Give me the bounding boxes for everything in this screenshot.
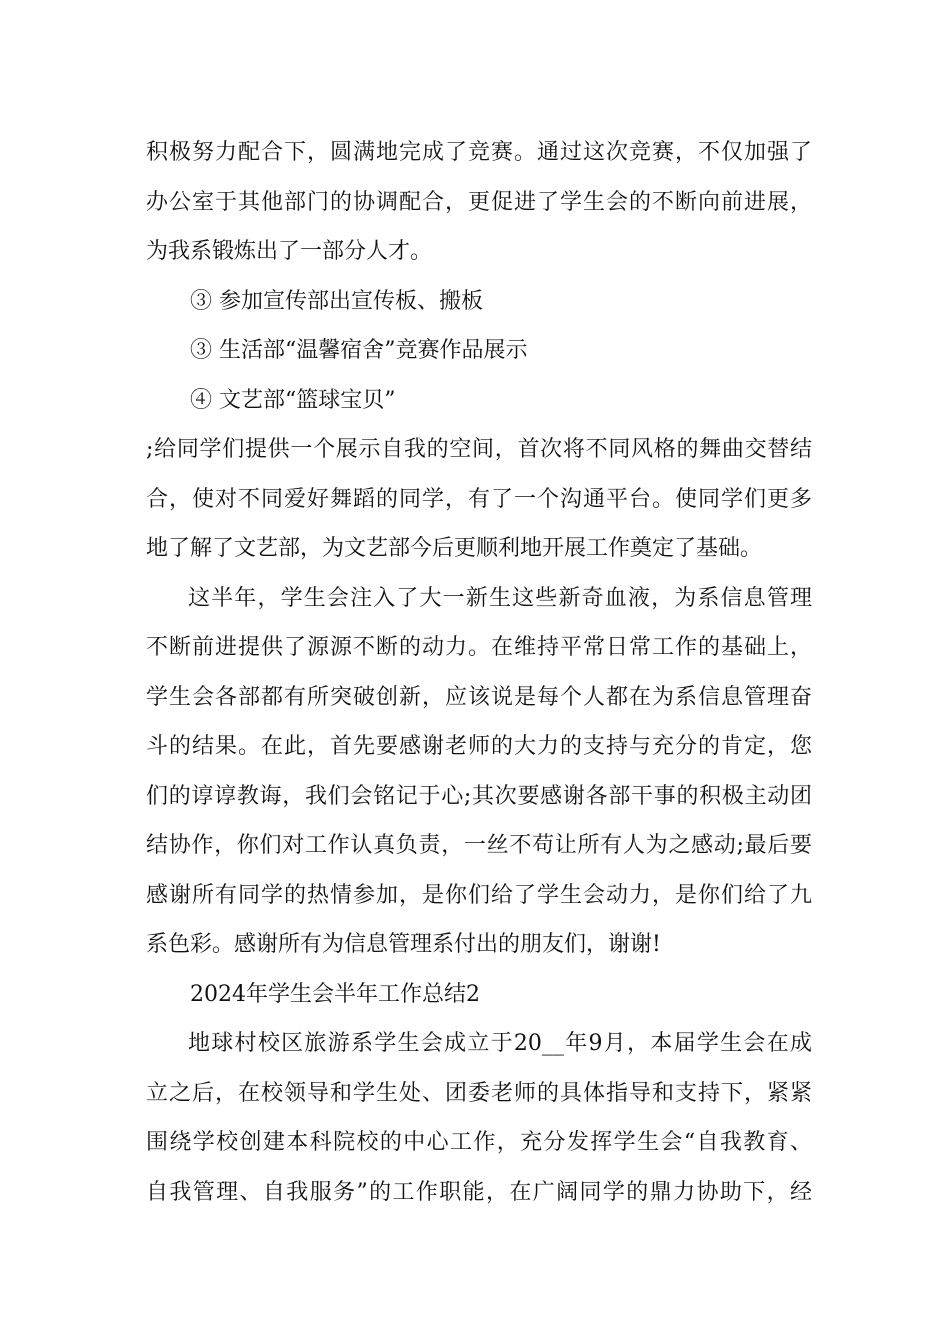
text-line: 感谢所有同学的热情参加，是你们给了学生会动力，是你们给了九 — [146, 882, 812, 908]
text-line: 办公室于其他部门的协调配合，更促进了学生会的不断向前进展， — [146, 189, 812, 215]
text-line: 结协作，你们对工作认真负责，一丝不苟让所有人为之感动;最后要 — [146, 833, 812, 858]
text-line: 围绕学校创建本科院校的中心工作，充分发挥学生会“自我教育、 — [146, 1130, 812, 1155]
section-heading: 2024年学生会半年工作总结2 — [190, 981, 480, 1007]
text-line: 立之后，在校领导和学生处、团委老师的具体指导和支持下，紧紧 — [146, 1080, 812, 1106]
list-item: ③ 参加宣传部出宣传板、搬板 — [190, 288, 483, 314]
list-item: ③ 生活部“温馨宿舍”竞赛作品展示 — [190, 338, 528, 363]
text-line: 合，使对不同爱好舞蹈的同学，有了一个沟通平台。使同学们更多 — [146, 486, 812, 512]
text-line: 积极努力配合下，圆满地完成了竞赛。通过这次竞赛，不仅加强了 — [146, 140, 812, 165]
text-line: 学生会各部都有所突破创新，应该说是每个人都在为系信息管理奋 — [146, 684, 812, 710]
paragraph-start-line: 地球村校区旅游系学生会成立于20__年9月，本届学生会在成 — [188, 1031, 812, 1056]
list-item: ④ 文艺部“篮球宝贝” — [190, 387, 396, 413]
text-line: ;给同学们提供一个展示自我的空间，首次将不同风格的舞曲交替结 — [146, 437, 812, 462]
text-line: 不断前进提供了源源不断的动力。在维持平常日常工作的基础上， — [146, 635, 812, 660]
text-line: 为我系锻炼出了一部分人才。 — [146, 239, 433, 264]
text-line: 系色彩。感谢所有为信息管理系付出的朋友们，谢谢! — [146, 932, 661, 957]
paragraph-start-line: 这半年，学生会注入了大一新生这些新奇血液，为系信息管理 — [188, 585, 812, 611]
text-line: 自我管理、自我服务”的工作职能，在广阔同学的鼎力协助下，经 — [146, 1179, 812, 1205]
document-body — [146, 128, 812, 1217]
text-line: 斗的结果。在此，首先要感谢老师的大力的支持与充分的肯定，您 — [146, 734, 812, 759]
text-line: 地了解了文艺部，为文艺部今后更顺利地开展工作奠定了基础。 — [146, 536, 763, 561]
text-line: 们的谆谆教诲，我们会铭记于心;其次要感谢各部干事的积极主动团 — [146, 783, 812, 809]
